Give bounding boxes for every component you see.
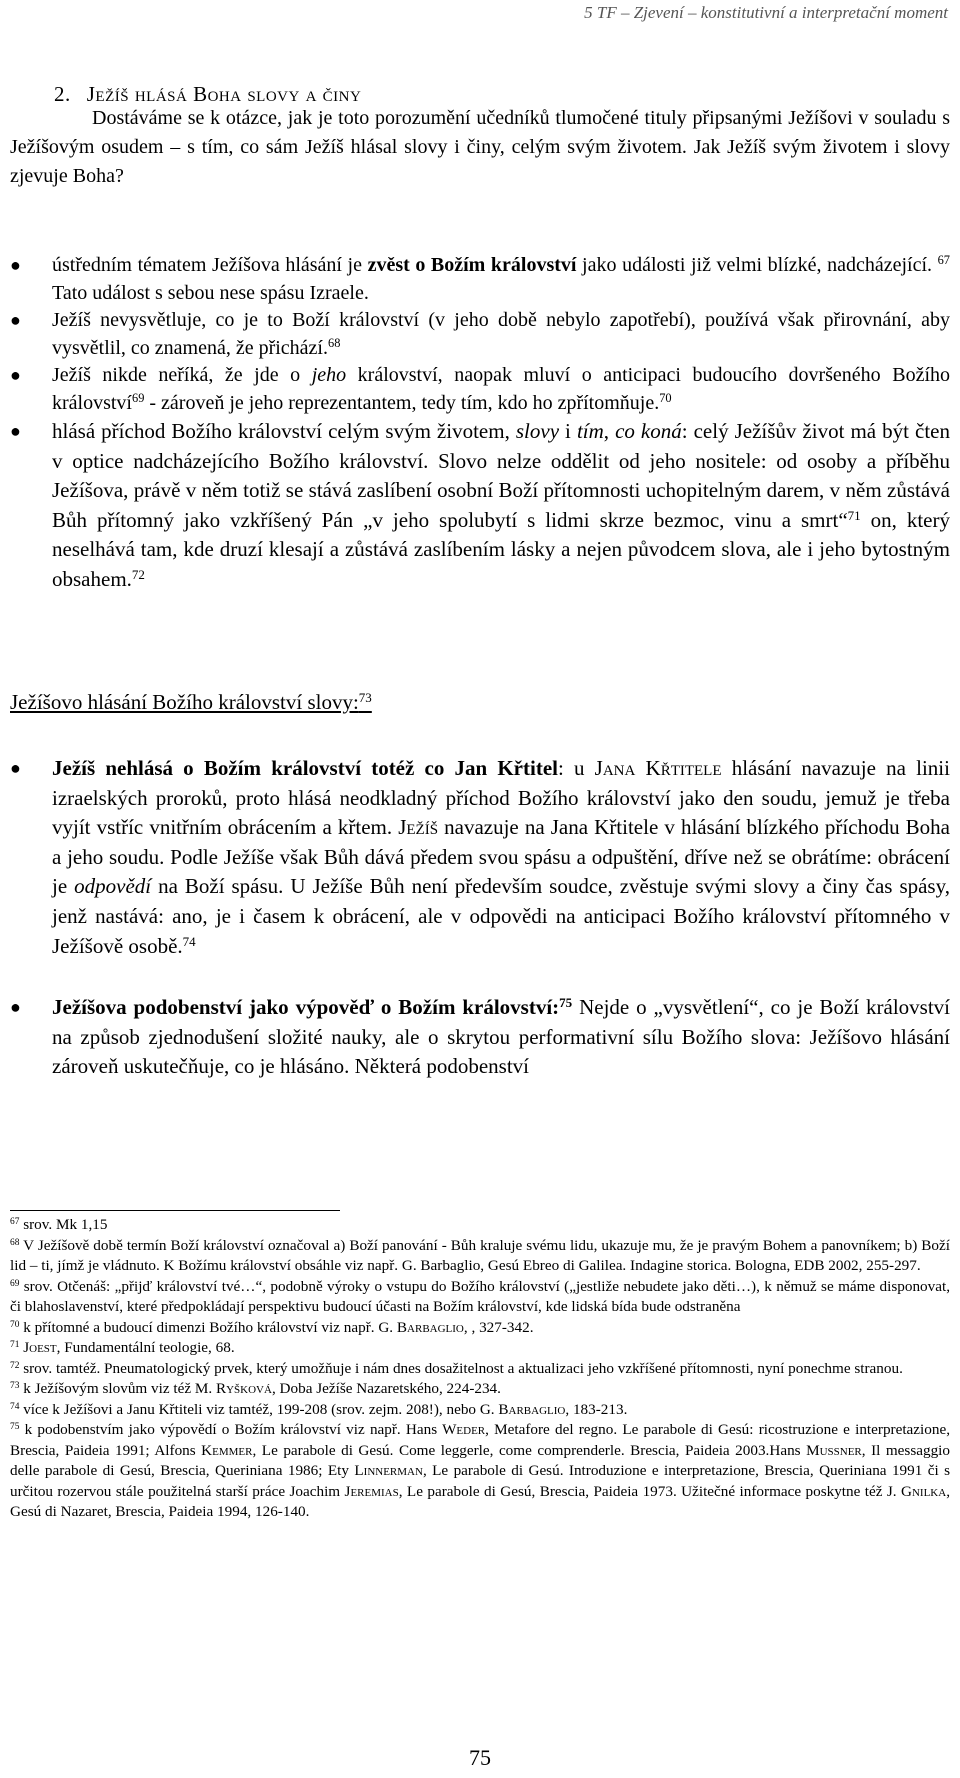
bullet-list-kingdom [10, 252, 950, 594]
footnote-ref[interactable]: 68 [328, 335, 341, 350]
list-item: ● hlásá příchod Božího království celým svým životem, slovy i tím, co koná: celý Ježíšův život má být čten v optice nadcházejícího Božího království. Slovo nelze oddělit od jeho nositele: od osoby a příběhu Ježíšova, právě v něm totiž se stává zaslíbení osobní Boží přítomnosti uchopitelným darem, v něm zůstává Bůh přítomný jako vzkříšený Pán „v jeho spolubytí s lidmi skrze bezmoc, vinu a smrt“$^{71}$ on, který neselhává tam, kde druzí klesají a zůstává zaslíbením lásky a nejen původcem slova, ale i jeho bytostným obsahem.$^{72}$ [10, 419, 950, 591]
footnote-ref[interactable]: 74 [182, 933, 196, 949]
section-heading: Ježíš hlásá Boha slovy a činy [86, 82, 362, 106]
footnote-72: $^{72}$ srov. tamtéž. Pneumatologický prvek, který umožňuje i nám dnes dosažitelnost a aktualizaci jeho vzkříšené přítomnosti, nyní ponechme stranou. [10, 1359, 903, 1377]
footnote-ref[interactable]: 75 [559, 995, 573, 1010]
footnotes [10, 1215, 950, 1523]
italic-text: jeho [311, 364, 347, 386]
subheading: Ježíšovo hlásání Božího království slovy:$^{73}$ [10, 689, 372, 714]
footnote-68: $^{68}$ V Ježíšově době termín Boží království označoval a) Boží panování - Bůh kraluje svému lidu, ukazuje mu, že je pravým Bohem a panovníkem; b) Boží lid – ti, jímž je vládnuto. K Božímu království obsáhle viz např. G. Barbaglio, Gesú Ebreo di Galilea. Indagine storica. Bologna, EDB 2002, 255-297. [10, 1236, 950, 1274]
footnote-73: $^{73}$ k Ježíšovým slovům viz též M. Ryšková, Doba Ježíše Nazaretského, 224-234. [10, 1380, 501, 1397]
footnote-ref[interactable]: 71 [847, 507, 861, 523]
footnote-ref[interactable]: 69 [132, 390, 145, 405]
footnote-69: $^{69}$ srov. Otčenáš: „přijď království tvé…“, podobně výroky o vstupu do Božího království („jestliže nebudete jako děti…), k němuž se máme disponovat, či blahoslavenství, které předpokládají perspektivu budoucí účasti na Božím království, kde lidská bída bude odstraněna [10, 1277, 950, 1315]
footnote-74: $^{74}$ více k Ježíšovi a Janu Křtiteli viz tamtéž, 199-208 (srov. zejm. 208!), nebo G. Barbaglio, 183-213. [10, 1400, 628, 1418]
bullet-icon: ● [10, 365, 21, 385]
bullet-icon: ● [10, 758, 21, 778]
footnote-ref[interactable]: 72 [131, 566, 145, 582]
emphasis-text: Ježíš nehlásá o Božím království totéž co Jan Křtitel [52, 756, 558, 780]
footnote-ref[interactable]: 70 [659, 390, 672, 405]
bullet-list-preaching [10, 754, 950, 1082]
footnote-70: $^{70}$ k přítomné a budoucí dimenzi Božího království viz např. G. Barbaglio, , 327-342. [10, 1318, 534, 1336]
footnote-separator [10, 1210, 340, 1211]
bullet-icon: ● [10, 310, 21, 330]
emphasis-text: zvěst o Božím království [367, 254, 577, 276]
bullet-icon: ● [10, 421, 21, 441]
footnote-75: $^{75}$ k podobenstvím jako výpovědí o Božím království viz např. Hans Weder, Metafore del regno. Le parabole di Gesú: ricostruzione e interpretazione, Brescia, Paideia 1991; Alfons Kemmer, Le parabole di Gesú. Come leggerle, come comprenderle. Brescia, Paideia 2003.Hans Mussner, Il messaggio delle parabole di Gesú, Brescia, Queriniana 1986; Ety Linnerman, Le parabole di Gesú. Introduzione e interpretazione, Brescia, Queriniana 1991 či s určitou rozervou stále použitelná starší práce Joachim Jeremias, Le parabole di Gesú, Brescia, Paideia 1973. Užitečné informace poskytne též J. Gnilka, Gesú di Nazaret, Brescia, Paideia 1994, 126-140. [10, 1421, 951, 1520]
list-item: ● Ježíš nehlásá o Božím království totéž co Jan Křtitel: u Jana Křtitele hlásání navazuje na linii izraelských proroků, proto hlásá neodkladný příchod Božího království jako den soudu, jemuž je třeba vyjít vstříc vnitřním obrácením a křtem. Ježíš navazuje na Jana Křtitele v hlásání blízkého příchodu Boha a jeho soudu. Podle Ježíše však Bůh dává předem svou spásu a odpuštění, dříve než se obrátíme: obrácení je odpovědí na Boží spásu. U Ježíše Bůh není především soudce, zvěstuje svými slovy a činy čas spásy, jenž nastává: ano, je i časem k obrácení, ale v odpovědi na anticipaci Božího království přítomného v Ježíšově osobě.$^{74}$ [10, 756, 950, 958]
bullet-icon: ● [10, 255, 21, 275]
intro-paragraph [10, 104, 950, 191]
document-page [10, 0, 950, 1778]
running-head: 5 TF – Zjevení – konstitutivní a interpretační moment [584, 3, 948, 22]
bullet-icon: ● [10, 997, 21, 1018]
footnote-67: $^{67}$ srov. Mk 1,15 [10, 1216, 108, 1233]
emphasis-text: Ježíšova podobenství jako výpověď o Božím království: [52, 995, 560, 1020]
list-item: ● ústředním tématem Ježíšova hlásání je zvěst o Božím království jako události již velmi blízké, nadcházející. $^{67}$ Tato událost s sebou nese spásu Izraele. [10, 253, 950, 304]
footnote-ref[interactable]: 73 [358, 689, 372, 705]
list-item: ● Ježíš nevysvětluje, co je to Boží království (v jeho době nebylo zapotřebí), používá však přirovnání, aby vysvětlil, co znamená, že přichází.$^{68}$ [10, 309, 950, 359]
footnote-ref[interactable]: 67 [937, 253, 950, 268]
list-item: ● Ježíš nikde neříká, že jde o jeho království, naopak mluví o anticipaci budoucího dovršeného Božího království$^{69}$ - zároveň je jeho reprezentantem, tedy tím, kdo ho zpřítomňuje.$^{70}$ [10, 364, 950, 414]
section-number: 2. [54, 82, 71, 106]
intro-text: Dostáváme se k otázce, jak je toto porozumění učedníků tlumočené tituly připsanými Ježíšovi v souladu s Ježíšovým osudem – s tím, co sám Ježíš hlásal slovy i činy, celým svým životem. Jak Ježíš svým životem i slovy zjevuje Boha? [10, 107, 950, 187]
footnote-71: $^{71}$ Joest, Fundamentální teologie, 68. [10, 1339, 235, 1356]
list-item: ● Ježíšova podobenství jako výpověď o Božím království:$^{75}$ Nejde o „vysvětlení“, co je Boží království na způsob zjednodušení složité nauky, ale o skrytou performativní sílu Božího slova: Ježíšovo hlásání zároveň uskutečňuje, co je hlásáno. Některá podobenství [10, 995, 950, 1079]
page-number: 75 [469, 1745, 491, 1770]
